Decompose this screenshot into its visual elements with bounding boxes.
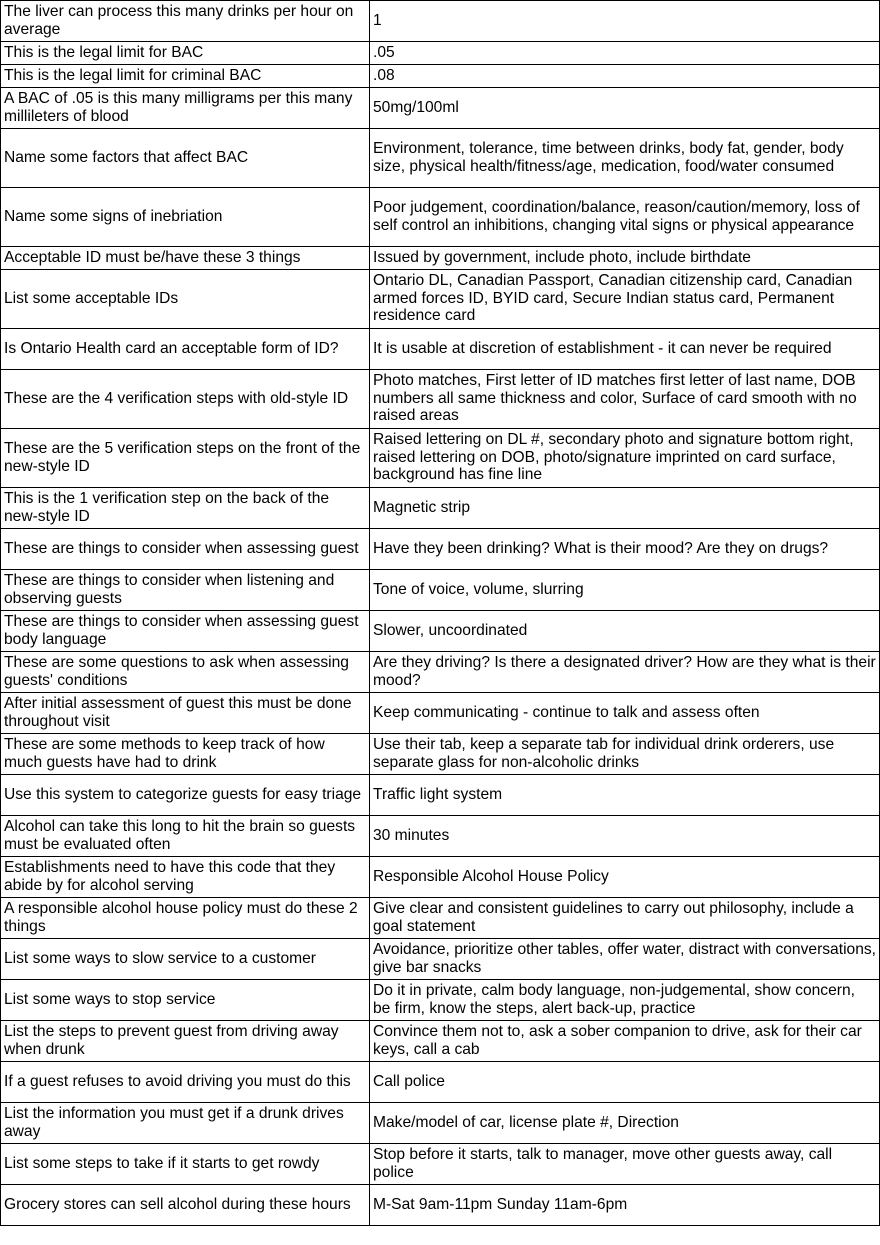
table-row [1, 247, 880, 270]
table-row [1, 270, 880, 329]
table-row [1, 65, 880, 88]
table-row [1, 693, 880, 734]
table-row [1, 570, 880, 611]
table-row [1, 857, 880, 898]
table-row [1, 734, 880, 775]
question-cell: Name some factors that affect BAC [1, 129, 370, 188]
question-cell: This is the 1 verification step on the back of the new-style ID [1, 488, 370, 529]
answer-cell: .08 [370, 65, 880, 88]
question-cell: This is the legal limit for BAC [1, 42, 370, 65]
table-row [1, 1144, 880, 1185]
answer-cell: Have they been drinking? What is their mood? Are they on drugs? [370, 529, 880, 570]
answer-cell: Give clear and consistent guidelines to carry out philosophy, include a goal statement [370, 898, 880, 939]
question-cell: These are some questions to ask when assessing guests' conditions [1, 652, 370, 693]
table-row [1, 1, 880, 42]
table-row [1, 129, 880, 188]
answer-cell: Convince them not to, ask a sober companion to drive, ask for their car keys, call a cab [370, 1021, 880, 1062]
question-cell: These are some methods to keep track of how much guests have had to drink [1, 734, 370, 775]
answer-cell: 50mg/100ml [370, 88, 880, 129]
answer-cell: Photo matches, First letter of ID matches first letter of last name, DOB numbers all same thickness and color, Surface of card smooth with no raised areas [370, 370, 880, 429]
question-cell: Use this system to categorize guests for easy triage [1, 775, 370, 816]
question-cell: List some steps to take if it starts to get rowdy [1, 1144, 370, 1185]
question-cell: These are the 5 verification steps on the front of the new-style ID [1, 429, 370, 488]
answer-cell: Stop before it starts, talk to manager, move other guests away, call police [370, 1144, 880, 1185]
table-row [1, 529, 880, 570]
answer-cell: Slower, uncoordinated [370, 611, 880, 652]
table-row [1, 980, 880, 1021]
answer-cell: It is usable at discretion of establishment - it can never be required [370, 329, 880, 370]
question-cell: The liver can process this many drinks per hour on average [1, 1, 370, 42]
table-row [1, 775, 880, 816]
question-cell: Acceptable ID must be/have these 3 things [1, 247, 370, 270]
question-cell: List some ways to slow service to a customer [1, 939, 370, 980]
answer-cell: Are they driving? Is there a designated driver? How are they what is their mood? [370, 652, 880, 693]
table-row [1, 898, 880, 939]
question-cell: Is Ontario Health card an acceptable form of ID? [1, 329, 370, 370]
table-row [1, 42, 880, 65]
question-cell: After initial assessment of guest this must be done throughout visit [1, 693, 370, 734]
table-row [1, 370, 880, 429]
table-row [1, 1062, 880, 1103]
answer-cell: Ontario DL, Canadian Passport, Canadian citizenship card, Canadian armed forces ID, BYID card, Secure Indian status card, Permanent residence card [370, 270, 880, 329]
question-cell: This is the legal limit for criminal BAC [1, 65, 370, 88]
answer-cell: Environment, tolerance, time between drinks, body fat, gender, body size, physical health/fitness/age, medication, food/water consumed [370, 129, 880, 188]
question-cell: List some acceptable IDs [1, 270, 370, 329]
table-row [1, 429, 880, 488]
question-cell: Establishments need to have this code that they abide by for alcohol serving [1, 857, 370, 898]
answer-cell: 30 minutes [370, 816, 880, 857]
answer-cell: Raised lettering on DL #, secondary photo and signature bottom right, raised lettering on DOB, photo/signature imprinted on card surface, background has fine line [370, 429, 880, 488]
question-cell: These are things to consider when listening and observing guests [1, 570, 370, 611]
question-cell: Alcohol can take this long to hit the brain so guests must be evaluated often [1, 816, 370, 857]
answer-cell: 1 [370, 1, 880, 42]
flashcard-table-body [1, 1, 880, 1226]
answer-cell: Avoidance, prioritize other tables, offer water, distract with conversations, give bar snacks [370, 939, 880, 980]
answer-cell: Issued by government, include photo, include birthdate [370, 247, 880, 270]
answer-cell: Tone of voice, volume, slurring [370, 570, 880, 611]
answer-cell: Keep communicating - continue to talk and assess often [370, 693, 880, 734]
answer-cell: .05 [370, 42, 880, 65]
answer-cell: Magnetic strip [370, 488, 880, 529]
answer-cell: Traffic light system [370, 775, 880, 816]
table-row [1, 1103, 880, 1144]
table-row [1, 1021, 880, 1062]
answer-cell: Use their tab, keep a separate tab for individual drink orderers, use separate glass for non-alcoholic drinks [370, 734, 880, 775]
table-row [1, 816, 880, 857]
answer-cell: Poor judgement, coordination/balance, reason/caution/memory, loss of self control an inhibitions, changing vital signs or physical appearance [370, 188, 880, 247]
question-cell: If a guest refuses to avoid driving you must do this [1, 1062, 370, 1103]
table-row [1, 488, 880, 529]
table-row [1, 939, 880, 980]
question-cell: A responsible alcohol house policy must do these 2 things [1, 898, 370, 939]
table-row [1, 329, 880, 370]
question-cell: Name some signs of inebriation [1, 188, 370, 247]
table-row [1, 1185, 880, 1226]
question-cell: A BAC of .05 is this many milligrams per this many millileters of blood [1, 88, 370, 129]
answer-cell: M-Sat 9am-11pm Sunday 11am-6pm [370, 1185, 880, 1226]
table-row [1, 611, 880, 652]
table-row [1, 652, 880, 693]
question-cell: These are things to consider when assessing guest [1, 529, 370, 570]
question-cell: These are things to consider when assessing guest body language [1, 611, 370, 652]
table-row [1, 88, 880, 129]
answer-cell: Call police [370, 1062, 880, 1103]
table-row [1, 188, 880, 247]
question-cell: Grocery stores can sell alcohol during these hours [1, 1185, 370, 1226]
question-cell: These are the 4 verification steps with old-style ID [1, 370, 370, 429]
question-cell: List the steps to prevent guest from driving away when drunk [1, 1021, 370, 1062]
answer-cell: Responsible Alcohol House Policy [370, 857, 880, 898]
question-cell: List some ways to stop service [1, 980, 370, 1021]
answer-cell: Do it in private, calm body language, non-judgemental, show concern, be firm, know the steps, alert back-up, practice [370, 980, 880, 1021]
question-cell: List the information you must get if a drunk drives away [1, 1103, 370, 1144]
answer-cell: Make/model of car, license plate #, Direction [370, 1103, 880, 1144]
